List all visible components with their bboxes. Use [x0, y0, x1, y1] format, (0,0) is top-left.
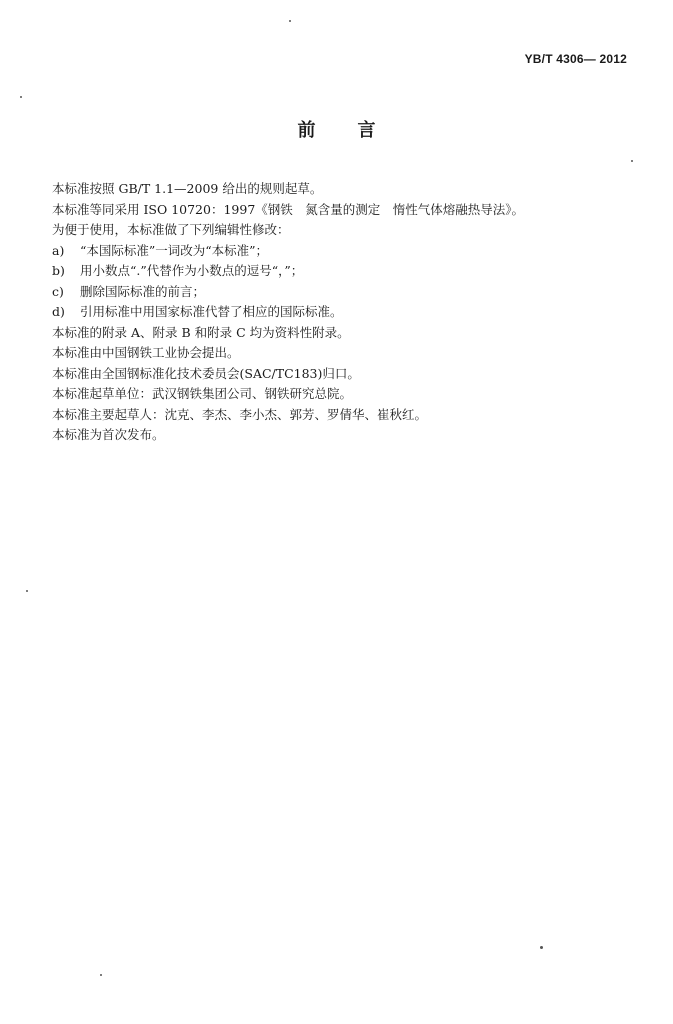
- list-marker: a): [52, 242, 65, 258]
- scan-speck: [26, 590, 28, 592]
- list-marker: b): [52, 263, 65, 278]
- scan-speck: [100, 974, 102, 976]
- paragraph-drafting-rules: 本标准按照 GB/T 1.1—2009 给出的规则起草。: [52, 181, 323, 196]
- paragraph-drafting-units: 本标准起草单位：武汉钢铁集团公司、钢铁研究总院。: [52, 386, 353, 401]
- paragraph-annexes: 本标准的附录 A、附录 B 和附录 C 均为资料性附录。: [52, 324, 350, 340]
- list-item-text: 删除国际标准的前言；: [80, 283, 206, 299]
- list-item: [52, 241, 632, 262]
- scan-speck: [289, 20, 291, 22]
- standard-code: YB/T 4306— 2012: [524, 52, 627, 66]
- list-item-text: 引用标准中用国家标准代替了相应的国际标准。: [80, 304, 343, 319]
- list-item-text: 用小数点“.”代替作为小数点的逗号“，”；: [80, 263, 304, 278]
- list-marker: c): [52, 283, 64, 299]
- list-item: [52, 302, 632, 323]
- list-item-text: “本国际标准”一词改为“本标准”；: [80, 242, 269, 258]
- list-item: [52, 261, 632, 282]
- foreword-body: [52, 179, 632, 446]
- page-title: 前言: [297, 120, 418, 141]
- paragraph-proposed-by: 本标准由中国钢铁工业协会提出。: [52, 345, 240, 360]
- scan-speck: [631, 160, 633, 162]
- paragraph-technical-committee: 本标准由全国钢标准化技术委员会(SAC/TC183)归口。: [52, 365, 360, 381]
- list-marker: d): [52, 304, 65, 319]
- list-item: [52, 282, 632, 303]
- paragraph-editorial-changes: 为便于使用，本标准做了下列编辑性修改：: [52, 222, 290, 237]
- paragraph-first-release: 本标准为首次发布。: [52, 427, 165, 442]
- scan-speck: [20, 96, 22, 98]
- paragraph-drafters: 本标准主要起草人：沈克、李杰、李小杰、郭芳、罗倩华、崔秋红。: [52, 406, 428, 422]
- paragraph-adoption: 本标准等同采用 ISO 10720：1997《钢铁 氮含量的测定 惰性气体熔融热导法》。: [52, 201, 525, 217]
- scan-speck: [540, 946, 543, 949]
